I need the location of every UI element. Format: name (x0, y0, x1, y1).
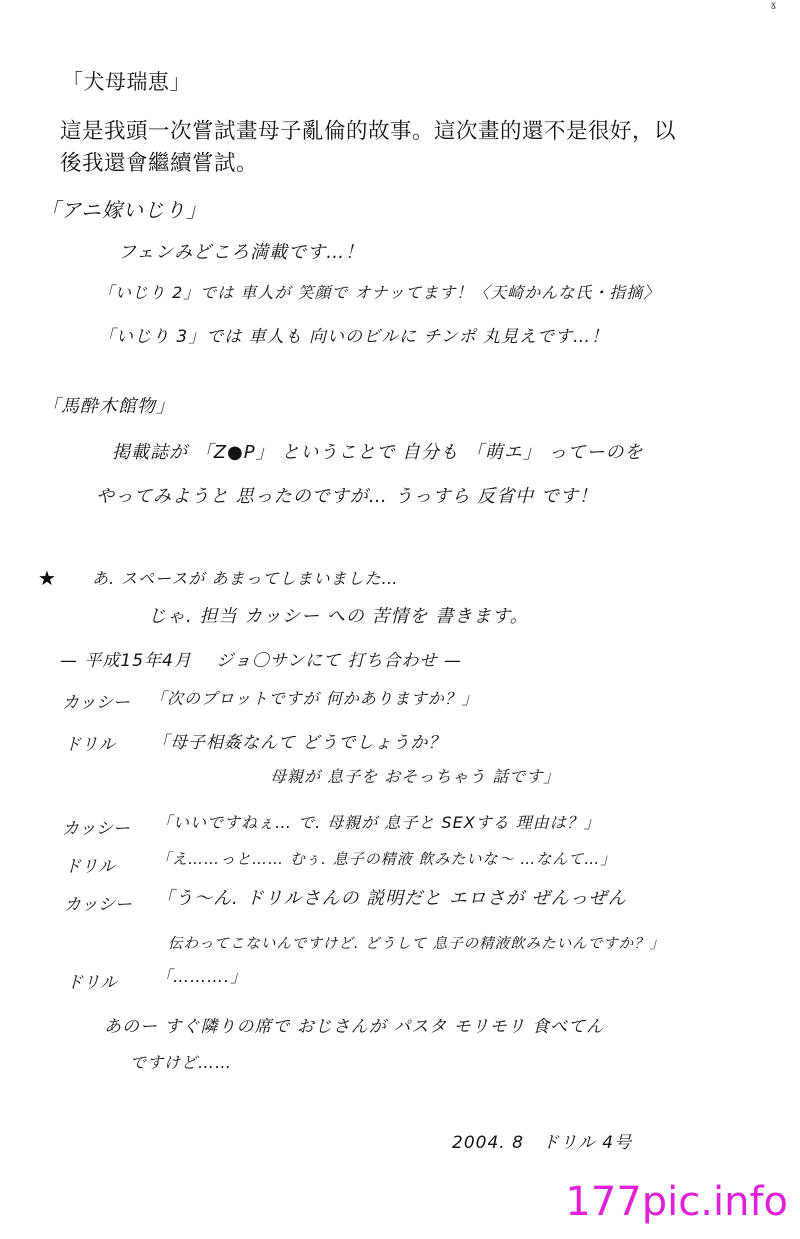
dialogue-line: 「う〜ん. ドリルさんの 説明だと エロさが ぜんっぜん (156, 888, 627, 909)
dialogue-line: 「いいですねぇ… で. 母親が 息子と SEXする 理由は？」 (156, 813, 601, 832)
dialogue-line: 母親が 息子を おそっちゃう 話です」 (270, 767, 561, 786)
section1-body-line1: 這是我頭一次嘗試畫母子亂倫的故事。這次畫的還不是很好，以 (60, 119, 677, 144)
dialogue-line: 「母子相姦なんて どうでしょうか？ (152, 733, 447, 753)
section1-title: 「犬母瑞恵」 (62, 70, 191, 94)
watermark: 177pic.info (565, 1179, 788, 1225)
corner-mark: ɤ (770, 0, 777, 12)
dialogue-speaker: ドリル (64, 735, 115, 755)
signature: 2004. 8 ドリル 4号 (452, 1133, 633, 1153)
dialogue-line: 「次のプロットですが 何かありますか？」 (150, 689, 479, 708)
section4-outro2: ですけど…… (130, 1053, 233, 1072)
section4-meeting-date: — 平成15年4月 ジョ〇サンにて 打ち合わせ — (60, 651, 462, 671)
section2-line3: 「いじり 3」では 車人も 向いのビルに チンポ 丸見えです…！ (98, 327, 609, 347)
star-icon: ★ (38, 566, 56, 590)
section3-title: 「馬酔木館物」 (42, 396, 175, 417)
dialogue-speaker: カッシー (62, 693, 130, 713)
section4-outro1: あのー すぐ隣りの席で おじさんが パスタ モリモリ 食べてん (104, 1017, 605, 1037)
section1-body-line2: 後我還會繼續嘗試。 (60, 151, 259, 176)
dialogue-speaker: ドリル (66, 973, 117, 993)
section4-intro1: あ. スペースが あまってしまいました… (92, 569, 399, 588)
section4-intro2: じゃ. 担当 カッシー への 苦情を 書きます。 (148, 606, 529, 627)
dialogue-speaker: カッシー (62, 819, 130, 839)
dialogue-line: 伝わってこないんですけど. どうして 息子の精液飲みたいんですか？」 (168, 936, 666, 952)
section3-line1: 掲載誌が 「Z●P」 ということで 自分も 「萌エ」 ってーのを (112, 442, 644, 463)
section2-title: 「アニ嫁いじり」 (40, 198, 207, 222)
dialogue-line: 「……….」 (156, 967, 248, 986)
section2-line1: フェンみどころ満載です…！ (118, 242, 365, 263)
dialogue-speaker: カッシー (64, 895, 132, 915)
section3-line2: やってみようと 思ったのですが… うっすら 反省中 です！ (96, 486, 598, 507)
section2-line2: 「いじり 2」では 車人が 笑顔で オナッてます！〈天崎かんな氏・指摘〉 (98, 283, 661, 302)
dialogue-speaker: ドリル (64, 857, 115, 877)
dialogue-line: 「え……っと…… むぅ. 息子の精液 飲みたいな〜 …なんて…」 (156, 850, 617, 868)
